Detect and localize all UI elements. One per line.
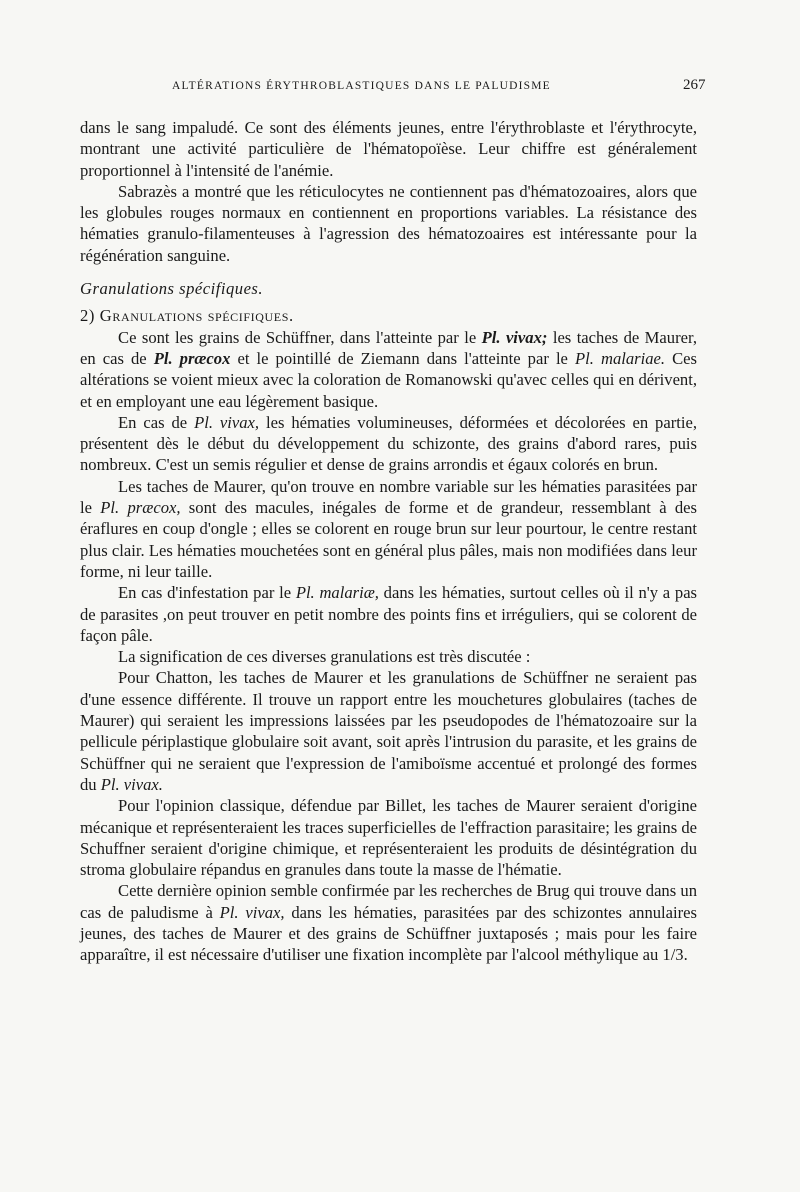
species-name: Pl. vivax, [194, 412, 260, 432]
text-run: sont des macules, inégales de forme et de grandeur, ressemblant à des éraflures en coup d'ongle ; elles se colorent en rouge brun sur leur pourtour, le centre restant plus clair. Les hématies mouchetées sont en général plus pâles, mais non modifiées dans leur forme, ni leur taille. [80, 498, 698, 581]
paragraph: Sabrazès a montré que les réticulocytes ne contiennent pas d'hématozoaires, alors que les globules rouges normaux en contiennent en proportions variables. La résistance des hématies granulo-filamenteuses à l'agression des hématozoaires est intéressante pour la régénération sanguine. [80, 181, 697, 265]
text-run: Pour Chatton, les taches de Maurer et les granulations de Schüffner ne seraient pas d'une essence différente. Il trouve un rapport entre les mouchetures globulaires (taches de Maurer) qui seraient les impressions laissées par les pseudopodes de l'hématozoaire sur la pellicule périplastique globulaire soit avant, soit après l'intrusion du parasite, et les grains de Schüffner qui ne seraient que l'expression de l'amiboïsme accentué et prolongé des formes du [80, 668, 697, 794]
page-number: 267 [683, 77, 706, 93]
paragraph: dans le sang impaludé. Ce sont des éléments jeunes, entre l'érythroblaste et l'érythrocyte, montrant une activité particulière de l'hématopoïèse. Leur chiffre est généralement proportionnel à l'intensité de l'anémie. [80, 118, 697, 180]
paragraph [80, 476, 697, 582]
paragraph [80, 880, 697, 965]
paragraph: La signification de ces diverses granulations est très discutée : [118, 647, 531, 667]
text-run: les taches de Maurer, en cas de [80, 327, 697, 368]
text-run: et le pointillé de Ziemann dans l'atteinte par le [230, 348, 575, 368]
paragraph [80, 327, 697, 412]
species-name: Pl. malariæ, [295, 583, 379, 603]
paragraph: Pour l'opinion classique, défendue par Billet, les taches de Maurer seraient d'origine mécanique et représenteraient les traces superficielles de l'effraction parasitaire; les grains de Schuffner seraient d'origine chimique, et représenteraient les produits de désintégration du stroma globulaire répandus en granules dans toute la masse de l'hématie. [80, 796, 697, 880]
body-text [80, 117, 697, 966]
text-run: Cette dernière opinion semble confirmée par les recherches de Brug qui trouve dans un cas de paludisme à [80, 881, 697, 922]
text-run: En cas d'infestation par le [118, 583, 296, 603]
species-name: Pl. vivax, [219, 902, 285, 922]
text-run: dans les hématies, parasitées par des schizontes annulaires jeunes, des taches de Maurer et des grains de Schüffner juxtaposés ; mais pour les faire apparaître, il est nécessaire d'utiliser une fixation incomplète par l'alcool méthylique au 1/3. [80, 902, 697, 965]
text-run: dans les hématies, surtout celles où il n'y a pas de parasites ,on peut trouver en petit nombre des points fins et irréguliers, qui se colorent de façon pâle. [80, 583, 698, 645]
species-name: Pl. præcox [153, 348, 231, 368]
text-run: les hématies volumineuses, déformées et décolorées en partie, présentent dès le début du développement du schizonte, des grains d'abord rares, puis nombreux. C'est un semis régulier et dense de grains arrondis et égaux colorés en brun. [80, 412, 697, 475]
species-name: Pl. malariae. [575, 348, 666, 368]
species-name: Pl. vivax; [481, 327, 548, 347]
text-run: Ce sont les grains de Schüffner, dans l'atteinte par le [118, 327, 482, 347]
paragraph [80, 582, 697, 646]
text-run: En cas de [118, 412, 195, 432]
species-name: Pl. vivax. [100, 774, 163, 794]
text-run: Ces altérations se voient mieux avec la coloration de Romanowski qu'avec celles qui en dérivent, et en employant une eau légèrement basique. [80, 348, 697, 411]
running-header: ALTÉRATIONS ÉRYTHROBLASTIQUES DANS LE PALUDISME [172, 80, 551, 92]
species-name: Pl. præcox, [100, 498, 181, 518]
paragraph [80, 667, 697, 795]
paragraph [80, 412, 697, 476]
subheading: Granulations spécifiques. [80, 279, 264, 299]
section-title: 2) Granulations spécifiques. [80, 306, 294, 326]
text-run: Les taches de Maurer, qu'on trouve en nombre variable sur les hématies parasitées par le [80, 476, 697, 518]
